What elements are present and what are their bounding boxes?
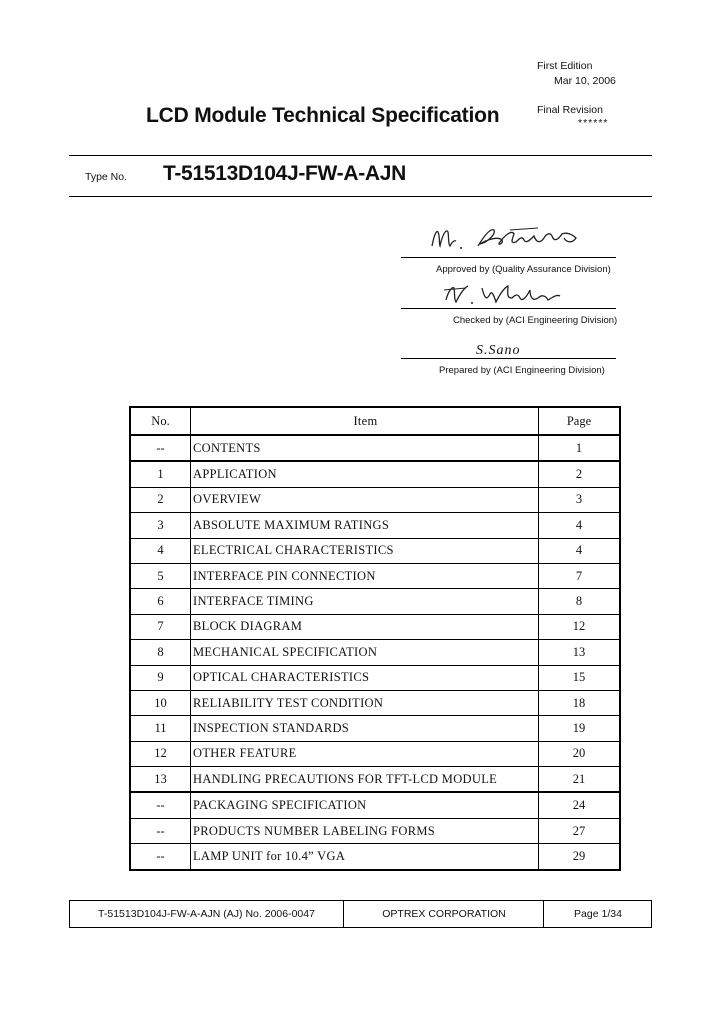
row-item: RELIABILITY TEST CONDITION — [191, 690, 539, 715]
row-no: 6 — [130, 589, 191, 614]
row-page: 15 — [539, 665, 621, 690]
revision-value: ****** — [578, 117, 609, 129]
row-page: 3 — [539, 487, 621, 512]
row-page: 8 — [539, 589, 621, 614]
edition-block — [537, 59, 616, 89]
row-page: 4 — [539, 538, 621, 563]
row-no: 3 — [130, 513, 191, 538]
row-no: 12 — [130, 741, 191, 766]
checked-caption: Checked by (ACI Engineering Division) — [453, 315, 618, 326]
row-item: OTHER FEATURE — [191, 741, 539, 766]
row-no: 8 — [130, 640, 191, 665]
row-page: 18 — [539, 690, 621, 715]
row-item: BLOCK DIAGRAM — [191, 614, 539, 639]
signature-line-approved — [401, 257, 616, 258]
table-row — [130, 767, 620, 793]
table-row — [130, 563, 620, 588]
row-no: 13 — [130, 767, 191, 793]
row-page: 2 — [539, 461, 621, 487]
row-no: 11 — [130, 716, 191, 741]
row-item: PACKAGING SPECIFICATION — [191, 792, 539, 818]
divider-bottom — [69, 196, 652, 197]
row-no: 2 — [130, 487, 191, 512]
row-page: 21 — [539, 767, 621, 793]
row-no: 9 — [130, 665, 191, 690]
table-row — [130, 640, 620, 665]
revision-label: Final Revision — [537, 104, 603, 116]
type-number: T-51513D104J-FW-A-AJN — [163, 162, 407, 185]
signature-line-checked — [401, 308, 616, 309]
signature-checked — [442, 280, 567, 308]
table-row — [130, 741, 620, 766]
row-page: 29 — [539, 844, 621, 870]
edition-date: Mar 10, 2006 — [554, 75, 616, 87]
row-item: ELECTRICAL CHARACTERISTICS — [191, 538, 539, 563]
signature-approved — [426, 222, 591, 256]
column-header-page: Page — [539, 407, 621, 435]
table-row — [130, 690, 620, 715]
row-item: CONTENTS — [191, 435, 539, 461]
table-row — [130, 435, 620, 461]
row-item: MECHANICAL SPECIFICATION — [191, 640, 539, 665]
footer-company: OPTREX CORPORATION — [343, 901, 544, 927]
row-no: 4 — [130, 538, 191, 563]
table-row — [130, 513, 620, 538]
page-title: LCD Module Technical Specification — [146, 104, 500, 127]
row-item: HANDLING PRECAUTIONS FOR TFT-LCD MODULE — [191, 767, 539, 793]
prepared-caption: Prepared by (ACI Engineering Division) — [439, 365, 605, 376]
row-page: 20 — [539, 741, 621, 766]
row-page: 13 — [539, 640, 621, 665]
row-item: PRODUCTS NUMBER LABELING FORMS — [191, 818, 539, 843]
table-row — [130, 538, 620, 563]
row-no: -- — [130, 792, 191, 818]
table-row — [130, 716, 620, 741]
row-no: 5 — [130, 563, 191, 588]
row-item: APPLICATION — [191, 461, 539, 487]
table-row — [130, 665, 620, 690]
row-page: 4 — [539, 513, 621, 538]
row-item: INSPECTION STANDARDS — [191, 716, 539, 741]
table-row — [130, 461, 620, 487]
row-item: OVERVIEW — [191, 487, 539, 512]
row-no: 1 — [130, 461, 191, 487]
row-page: 7 — [539, 563, 621, 588]
row-page: 24 — [539, 792, 621, 818]
signature-prepared: S.Sano — [476, 343, 521, 358]
row-item: LAMP UNIT for 10.4” VGA — [191, 844, 539, 870]
row-item: OPTICAL CHARACTERISTICS — [191, 665, 539, 690]
row-page: 19 — [539, 716, 621, 741]
revision-block — [537, 104, 609, 130]
table-row — [130, 487, 620, 512]
row-no: 10 — [130, 690, 191, 715]
footer-doc-ref: T-51513D104J-FW-A-AJN (AJ) No. 2006-0047 — [98, 908, 315, 920]
row-item: INTERFACE TIMING — [191, 589, 539, 614]
type-label: Type No. — [85, 171, 128, 183]
row-item: INTERFACE PIN CONNECTION — [191, 563, 539, 588]
divider-top — [69, 155, 652, 156]
row-page: 1 — [539, 435, 621, 461]
page-footer — [69, 900, 652, 928]
table-row — [130, 614, 620, 639]
table-header-row — [130, 407, 620, 435]
footer-page-number: Page 1/34 — [543, 901, 652, 927]
row-no: -- — [130, 435, 191, 461]
approved-caption: Approved by (Quality Assurance Division) — [436, 264, 611, 275]
row-no: -- — [130, 844, 191, 870]
contents-table — [129, 406, 621, 871]
row-no: 7 — [130, 614, 191, 639]
row-page: 12 — [539, 614, 621, 639]
table-row — [130, 818, 620, 843]
edition-label: First Edition — [537, 60, 593, 72]
column-header-no: No. — [130, 407, 191, 435]
row-page: 27 — [539, 818, 621, 843]
table-row — [130, 844, 620, 870]
signature-line-prepared — [401, 358, 616, 359]
table-row — [130, 792, 620, 818]
column-header-item: Item — [191, 407, 539, 435]
table-row — [130, 589, 620, 614]
row-no: -- — [130, 818, 191, 843]
row-item: ABSOLUTE MAXIMUM RATINGS — [191, 513, 539, 538]
